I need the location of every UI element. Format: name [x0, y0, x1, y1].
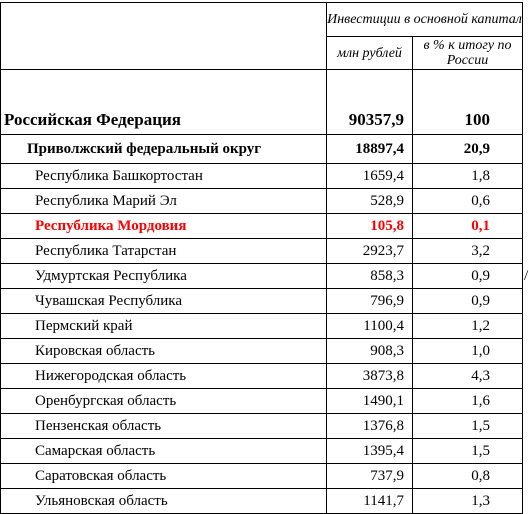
district-value: 18897,4	[327, 135, 413, 164]
region-value: 1376,8	[327, 414, 413, 439]
region-row	[1, 214, 523, 239]
region-name: Ульяновская область	[1, 489, 327, 514]
region-row	[1, 264, 523, 289]
region-share: 3,2	[413, 239, 523, 264]
region-row	[1, 189, 523, 214]
region-value: 858,3	[327, 264, 413, 289]
region-value: 1395,4	[327, 439, 413, 464]
region-row	[1, 289, 523, 314]
district-name: Приволжский федеральный округ	[1, 135, 327, 164]
total-name: Российская Федерация	[1, 70, 327, 135]
region-name: Саратовская область	[1, 464, 327, 489]
region-value: 796,9	[327, 289, 413, 314]
region-row	[1, 339, 523, 364]
region-share: 0,9	[413, 264, 523, 289]
region-name: Республика Башкортостан	[1, 164, 327, 189]
region-value: 528,9	[327, 189, 413, 214]
region-row	[1, 414, 523, 439]
region-share: 1,5	[413, 439, 523, 464]
investment-table	[0, 2, 523, 514]
region-name: Нижегородская область	[1, 364, 327, 389]
total-row	[1, 70, 523, 135]
region-row	[1, 164, 523, 189]
region-share: 1,3	[413, 489, 523, 514]
region-share: 1,0	[413, 339, 523, 364]
district-row	[1, 135, 523, 164]
region-share: 4,3	[413, 364, 523, 389]
region-name: Республика Мордовия	[1, 214, 327, 239]
region-name: Кировская область	[1, 339, 327, 364]
header-blank-cell	[1, 3, 327, 70]
region-name: Республика Татарстан	[1, 239, 327, 264]
region-share: 0,8	[413, 464, 523, 489]
region-name: Пензенская область	[1, 414, 327, 439]
region-value: 3873,8	[327, 364, 413, 389]
region-value: 908,3	[327, 339, 413, 364]
region-name: Пермский край	[1, 314, 327, 339]
header-col-abs: млн рублей	[327, 37, 413, 70]
region-row	[1, 364, 523, 389]
region-name: Чувашская Республика	[1, 289, 327, 314]
header-row-group	[1, 3, 523, 37]
region-value: 1100,4	[327, 314, 413, 339]
region-share: 0,1	[413, 214, 523, 239]
region-value: 1659,4	[327, 164, 413, 189]
header-group-title: Инвестиции в основной капитал	[327, 3, 523, 37]
header-col-pct: в % к итогу по России	[413, 37, 523, 70]
region-value: 737,9	[327, 464, 413, 489]
edge-mark: /	[524, 268, 529, 284]
region-share: 0,6	[413, 189, 523, 214]
region-name: Республика Марий Эл	[1, 189, 327, 214]
region-value: 1490,1	[327, 389, 413, 414]
region-name: Самарская область	[1, 439, 327, 464]
region-row	[1, 314, 523, 339]
total-share: 100	[413, 70, 523, 135]
region-value: 105,8	[327, 214, 413, 239]
region-value: 1141,7	[327, 489, 413, 514]
region-row	[1, 389, 523, 414]
total-value: 90357,9	[327, 70, 413, 135]
region-share: 1,8	[413, 164, 523, 189]
region-name: Оренбургская область	[1, 389, 327, 414]
region-share: 1,6	[413, 389, 523, 414]
district-share: 20,9	[413, 135, 523, 164]
region-row	[1, 464, 523, 489]
region-share: 1,2	[413, 314, 523, 339]
region-row	[1, 489, 523, 514]
region-share: 1,5	[413, 414, 523, 439]
region-name: Удмуртская Республика	[1, 264, 327, 289]
region-share: 0,9	[413, 289, 523, 314]
region-value: 2923,7	[327, 239, 413, 264]
region-row	[1, 439, 523, 464]
region-row	[1, 239, 523, 264]
